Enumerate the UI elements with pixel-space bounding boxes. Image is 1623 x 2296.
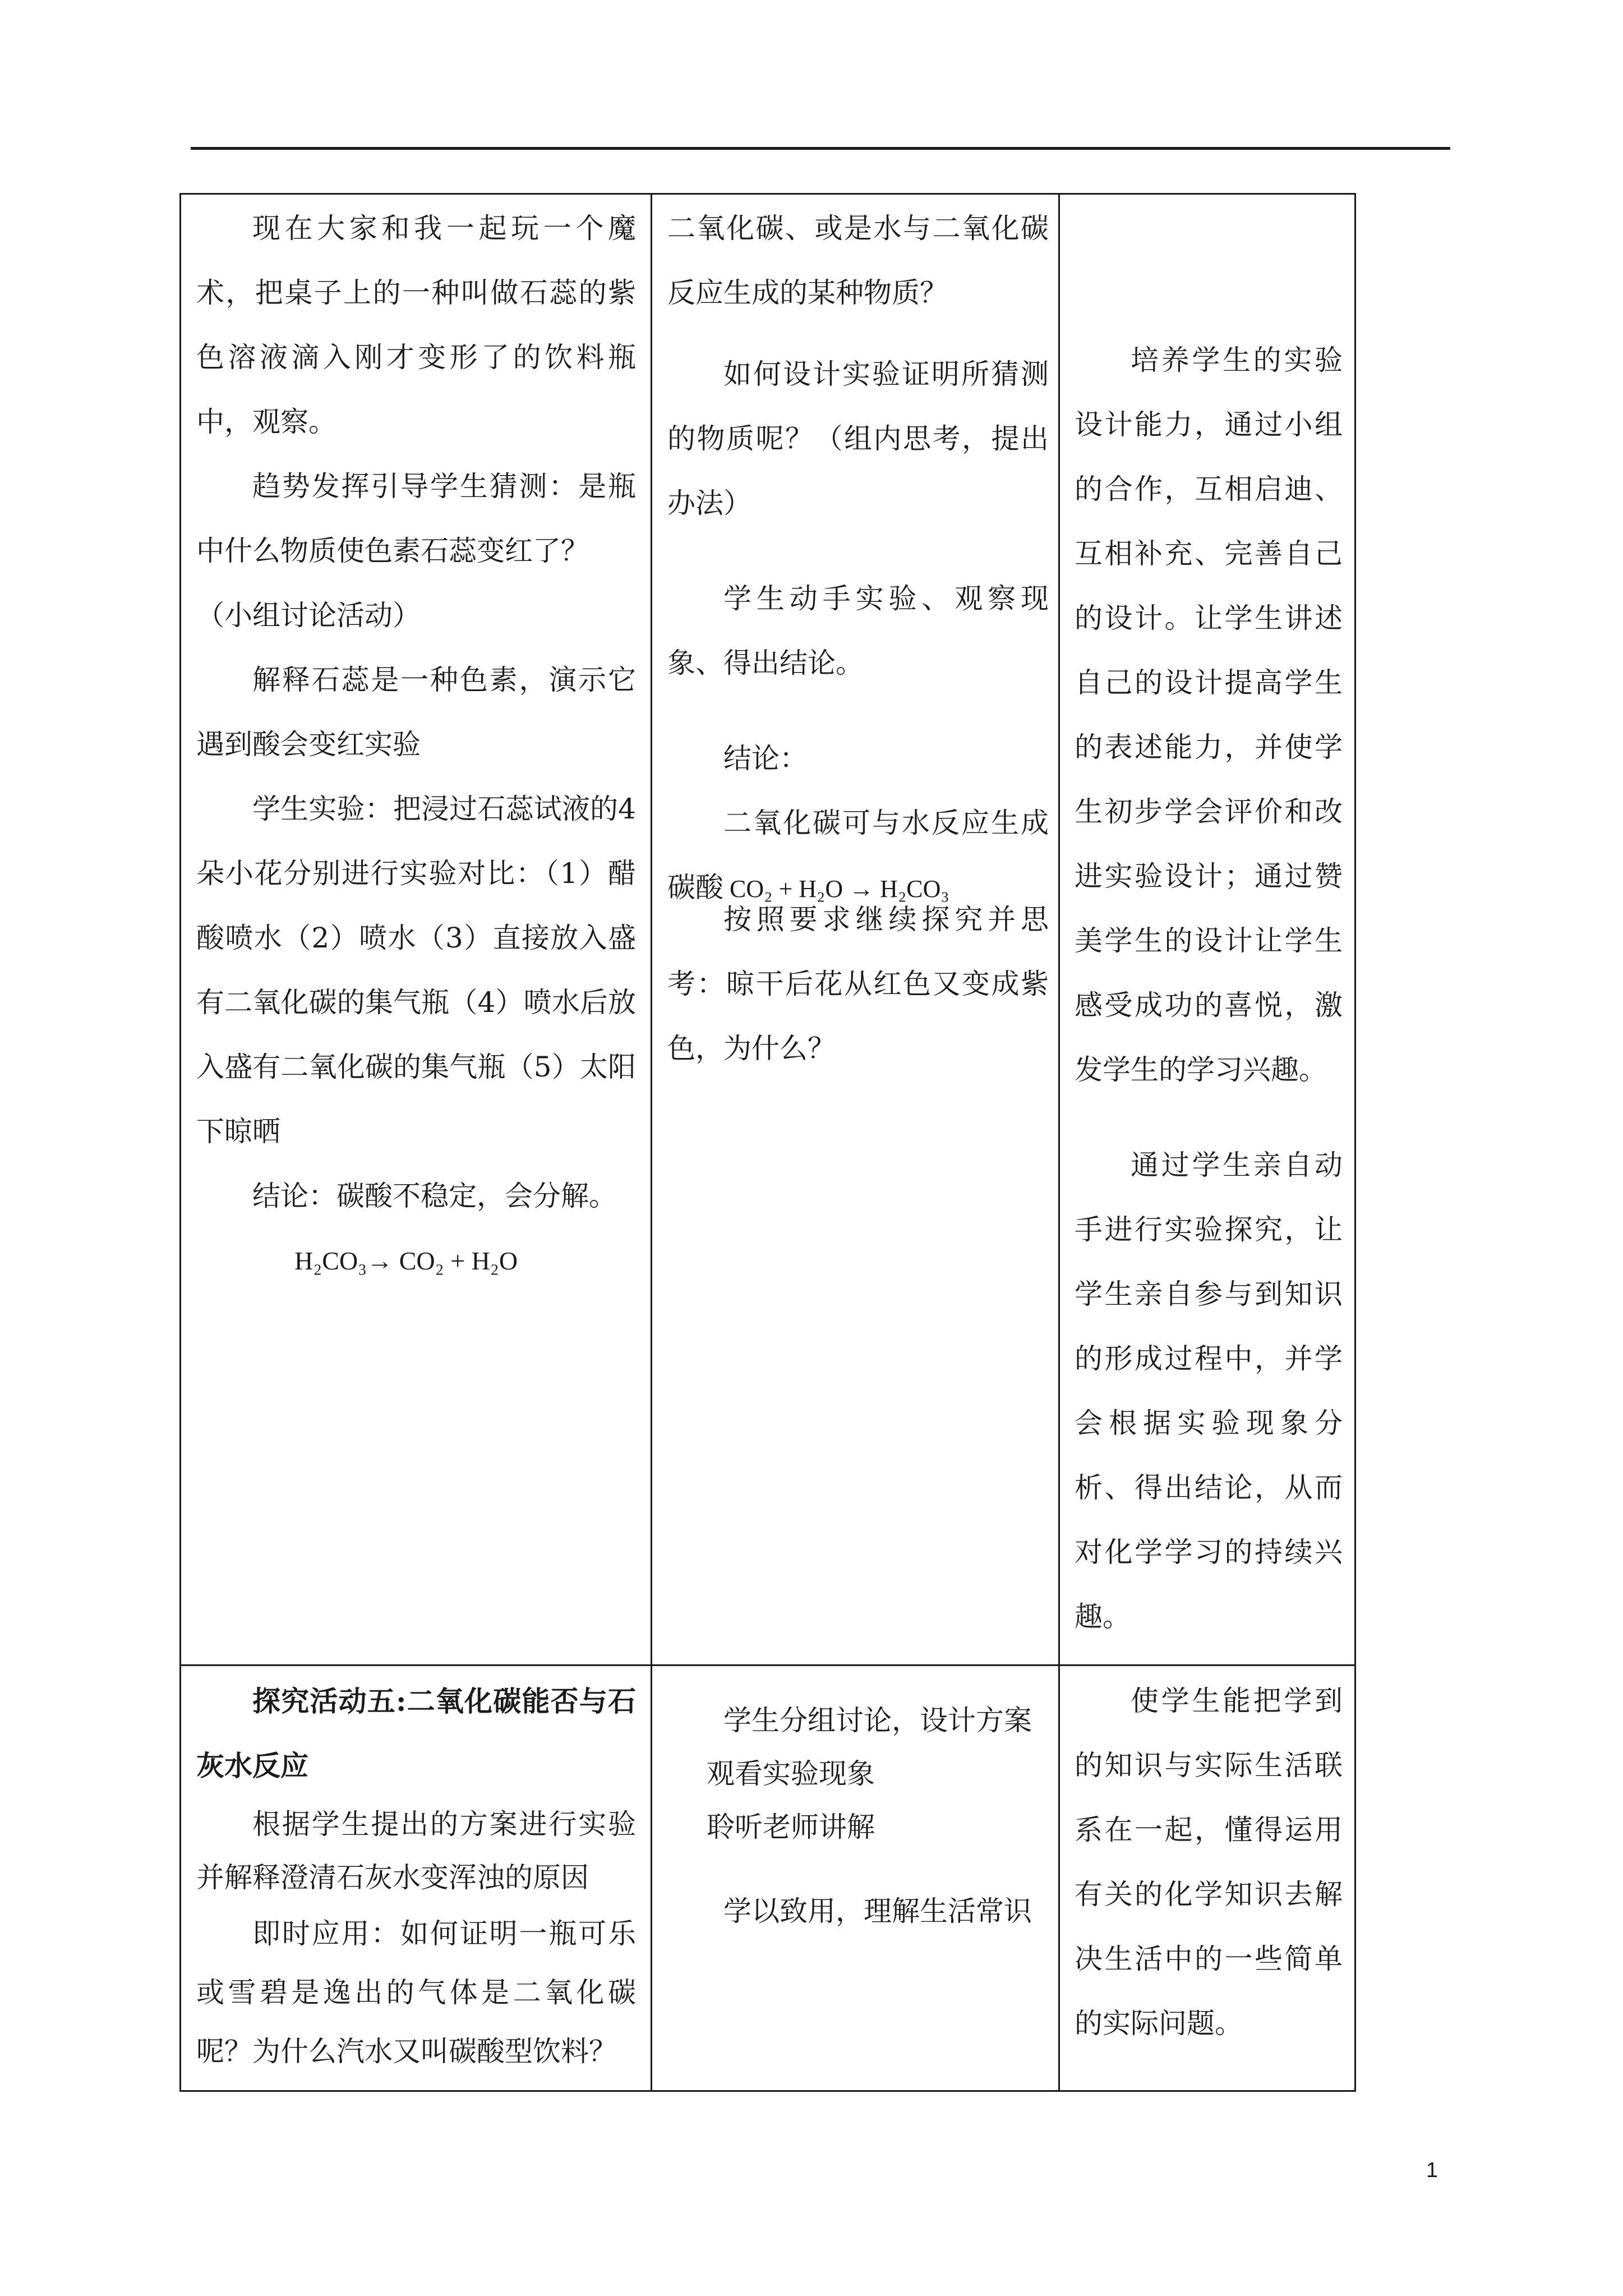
table-bottom-border (179, 2090, 1356, 2092)
paragraph: 二氧化碳可与水反应生成碳酸 CO₂ + H₂O → H₂CO₃ (667, 807, 1049, 904)
paragraph: 学生分组讨论，设计方案 (723, 1704, 1032, 1737)
paragraph: 现在大家和我一起玩一个魔术，把桌子上的一种叫做石蕊的紫色溶液滴入刚才变形了的饮料瓶中，观察。 (196, 212, 636, 438)
paragraph: 即时应用：如何证明一瓶可乐或雪碧是逸出的气体是二氧化碳呢？为什么汽水又叫碳酸型饮料？ (196, 1917, 636, 2068)
paragraph: 学以致用，理解生活常识 (723, 1895, 1032, 1927)
paragraph: 根据学生提出的方案进行实验并解释澄清石灰水变浑浊的原因 (196, 1808, 636, 1894)
paragraph: 如何设计实验证明所猜测的物质呢？（组内思考，提出办法） (667, 358, 1049, 519)
chemical-equation: H₂CO₃→ CO₂ + H₂O (294, 1246, 518, 1275)
paragraph: 结论： (723, 742, 808, 775)
paragraph: 聆听老师讲解 (707, 1811, 875, 1843)
row2-teacher-activity-cell (196, 1669, 636, 2081)
table-right-border (1354, 193, 1356, 2092)
paragraph: 培养学生的实验设计能力，通过小组的合作，互相启迪、互相补充、完善自己的设计。让学生讲述自己的设计提高学生的表述能力，并使学生初步学会评价和改进实验设计；通过赞美学生的设计让学生感受成功的喜悦，激发学生的学习兴趣。 (1075, 344, 1343, 1086)
row1-teacher-activity-cell (196, 196, 636, 1293)
row2-student-activity-cell (667, 1669, 1049, 1938)
row1-student-activity-cell (667, 196, 1049, 1081)
paragraph: 使学生能把学到的知识与实际生活联系在一起，懂得运用有关的化学知识去解决生活中的一些简单的实际问题。 (1075, 1685, 1343, 2040)
header-rule (191, 147, 1450, 150)
paragraph: 二氧化碳、或是水与二氧化碳反应生成的某种物质？ (667, 212, 1049, 309)
table-top-border (179, 193, 1356, 195)
row-divider (179, 1664, 1356, 1666)
paragraph: 学生动手实验、观察现象、得出结论。 (667, 582, 1049, 679)
paragraph: 按照要求继续探究并思考：晾干后花从红色又变成紫色，为什么？ (667, 903, 1049, 1065)
column-divider-2 (1058, 193, 1060, 2092)
paragraph: 趋势发挥引导学生猜测：是瓶中什么物质使色素石蕊变红了？ (196, 470, 636, 567)
paragraph: 解释石蕊是一种色素，演示它遇到酸会变红实验 (196, 664, 636, 761)
row1-design-intent-cell (1075, 196, 1343, 1649)
row2-design-intent-cell (1075, 1669, 1343, 2056)
paragraph: 通过学生亲自动手进行实验探究，让学生亲自参与到知识的形成过程中，并学会根据实验现象分析、得出结论，从而对化学学习的持续兴趣。 (1075, 1149, 1343, 1633)
paragraph: 学生实验：把浸过石蕊试液的4朵小花分别进行实验对比：（1）醋酸喷水（2）喷水（3）直接放入盛有二氧化碳的集气瓶（4）喷水后放入盛有二氧化碳的集气瓶（5）太阳下晾晒 (196, 793, 636, 1148)
paragraph: 观看实验现象 (707, 1757, 875, 1790)
page-number: 1 (1426, 2159, 1438, 2182)
paragraph: 结论：碳酸不稳定，会分解。 (252, 1180, 617, 1212)
column-divider-1 (651, 193, 652, 2092)
paragraph: （小组讨论活动） (196, 599, 421, 632)
chemical-equation-inline: CO₂ + H₂O → H₂CO₃ (723, 875, 949, 903)
activity-title: 探究活动五:二氧化碳能否与石灰水反应 (196, 1685, 636, 1782)
table-left-border (179, 193, 181, 2092)
